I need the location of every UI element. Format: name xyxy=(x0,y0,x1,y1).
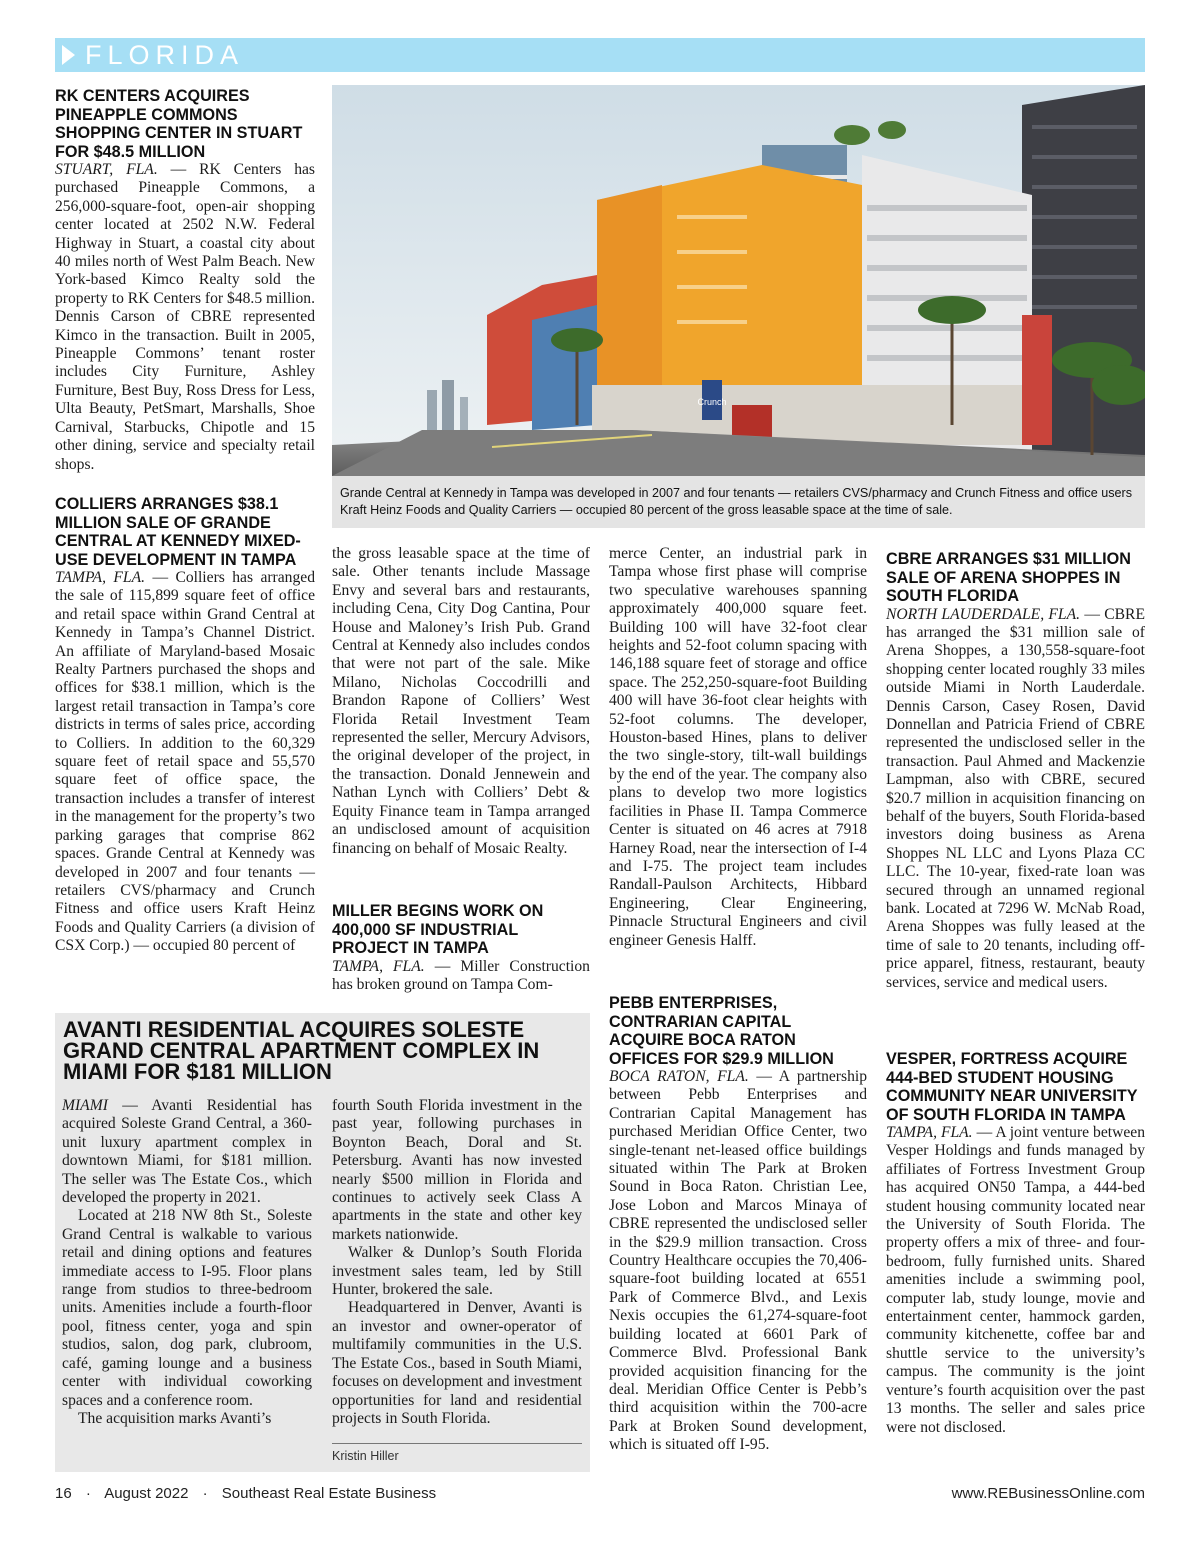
article-pebb xyxy=(609,994,867,1455)
article-headline: MILLER BEGINS WORK ON 400,000 SF INDUSTRIAL PROJECT IN TAMPA xyxy=(332,902,544,957)
article-rk-centers xyxy=(55,87,315,474)
footer-separator: · xyxy=(85,1485,91,1502)
article-body xyxy=(886,1124,1145,1437)
feature-column-1 xyxy=(62,1097,312,1428)
section-banner xyxy=(55,38,1145,72)
page-number: 16 xyxy=(55,1485,72,1502)
article-text: Located at 218 NW 8th St., Soleste Grand Central is walkable to various retail and dining options and features immediate access to I-95. Floor plans range from studios to three-bedroom units. Amenities include a fourth-floor pool, fitness center, yoga and spin studios, salon, dog park, clubroom, café, gaming lounge and a business center with individual coworking spaces and a conference room. xyxy=(62,1207,312,1409)
article-headline: CBRE ARRANGES $31 MILLION SALE OF ARENA SHOPPES IN SOUTH FLORIDA xyxy=(886,550,1131,605)
article-text: — A partnership between Pebb Enterprises and Contrarian Capital Management has purchased Meridian Office Center, two single-tenant net-leased office buildings situated within The Park at Broken Sound in Boca Raton. Christian Lee, Jose Lobon and Marcos Minaya of CBRE represented the undisclosed seller in the $29.9 million transaction. Cross Country Healthcare occupies the 70,406-square-foot building located at 6551 Park of Commerce Blvd., and Lexis Nexis occupies the 61,274-square-foot building located at 6601 Park of Commerce Blvd. Professional Bank provided acquisition financing for the deal. Meridian Office Center is Pebb’s third acquisition within the 700-acre Park at Broken Sound development, which is situated off I-95. xyxy=(609,1068,867,1454)
article-text: — RK Centers has purchased Pineapple Commons, a 256,000-square-foot, open-air shopping center located at 2502 N.W. Federal Highway in Stuart, a coastal city about 40 miles north of West Palm Beach. New York-based Kimco Realty sold the property to RK Centers for $48.5 million. Dennis Carson of CBRE represented Kimco in the transaction. Built in 2005, Pineapple Commons’ tenant roster includes City Furniture, Ashley Furniture, Best Buy, Ross Dress for Less, Ulta Beauty, PetSmart, Marshalls, Shoe Carnival, Starbucks, Chipotle and 15 other dining, service and specialty retail shops. xyxy=(55,161,315,473)
article-headline: VESPER, FORTRESS ACQUIRE 444-BED STUDENT HOUSING COMMUNITY NEAR UNIVERSITY OF SOUTH FLORIDA IN TAMPA xyxy=(886,1050,1138,1124)
article-body xyxy=(55,161,315,474)
article-text: Headquartered in Denver, Avanti is an investor and owner-operator of multifamily communities in the U.S. The Estate Cos., based in South Miami, focuses on development and investment opportunities for land and residential projects in South Florida. xyxy=(332,1299,582,1427)
article-colliers xyxy=(55,495,315,956)
article-text: — Colliers has arranged the sale of 115,899 square feet of office and retail space within Grand Central at Kennedy in Tampa’s Channel District. An affiliate of Maryland-based Mosaic Realty Partners purchased the shops and offices for $38.1 million, which is the largest retail transaction in Tampa’s core districts in terms of sales price, according to Colliers. In addition to the 60,329 square feet of retail space and 55,570 square feet of office space, the transaction includes a transfer of interest in the management for the property’s two parking garages that comprise 862 spaces. Grande Central at Kennedy was developed in 2007 and four tenants — retailers CVS/pharmacy and Crunch Fitness and office users Kraft Heinz Foods and Quality Carriers (a division of CSX Corp.) — occupied 80 percent of xyxy=(55,569,315,955)
photo-caption: Grande Central at Kennedy in Tampa was developed in 2007 and four tenants — retailers CVS/pharmacy and Crunch Fitness and office users Kraft Heinz Foods and Quality Carriers — occupied 80 percent of the gross leasable space at the time of sale. xyxy=(340,486,1132,517)
article-body xyxy=(55,569,315,956)
publication-name: Southeast Real Estate Business xyxy=(221,1485,437,1502)
article-text: fourth South Florida investment in the past year, following purchases in Boynton Beach, Doral and St. Petersburg. Avanti has now invested nearly $500 million in Florida and continues to actively seek Class A apartments in the state and other key markets nationwide. xyxy=(332,1097,582,1243)
article-text: Walker & Dunlop’s South Florida investment sales team, led by Still Hunter, brokered the sale. xyxy=(332,1244,582,1299)
article-vesper xyxy=(886,1050,1145,1437)
article-text: the gross leasable space at the time of sale. Other tenants include Massage Envy and several bars and restaurants, including Cena, City Dog Cantina, Pour House and Maloney’s Irish Pub. Grand Central at Kennedy also includes condos that were not part of the sale. Mike Milano, Nicholas Coccodrilli and Brandon Rapone of Colliers’ West Florida Retail Investment Team represented the seller, Mercury Advisors, the original developer of the project, in the transaction. Donald Jennewein and Nathan Lynch with Colliers’ Debt & Equity Finance team in Tampa arranged an undisclosed amount of acquisition financing on behalf of Mosaic Realty. xyxy=(332,545,590,857)
photo-caption-box xyxy=(332,476,1145,528)
article-cbre xyxy=(886,550,1145,992)
article-body xyxy=(609,1068,867,1455)
footer-separator: · xyxy=(202,1485,208,1502)
dateline: BOCA RATON, FLA. xyxy=(609,1068,749,1085)
issue-date: August 2022 xyxy=(104,1485,189,1502)
article-miller-continued xyxy=(609,545,867,950)
article-text: — Avanti Residential has acquired Soleste Grand Central, a 360-unit luxury apartment complex in downtown Miami, for $181 million. The seller was The Estate Cos., which developed the property in 2021. xyxy=(62,1097,313,1207)
author-credit: Kristin Hiller xyxy=(332,1449,399,1463)
article-headline: COLLIERS ARRANGES $38.1 MILLION SALE OF GRANDE CENTRAL AT KENNEDY MIXED-USE DEVELOPMENT IN TAMPA xyxy=(55,495,301,569)
dateline: STUART, FLA. xyxy=(55,161,158,178)
feature-headline: AVANTI RESIDENTIAL ACQUIRES SOLESTE GRAND CENTRAL APARTMENT COMPLEX IN MIAMI FOR $181 MILLION xyxy=(63,1017,540,1084)
dateline: MIAMI xyxy=(62,1097,108,1114)
feature-column-2 xyxy=(332,1097,582,1428)
sign-text: Crunch xyxy=(697,397,727,407)
dateline: TAMPA, FLA. xyxy=(55,569,146,586)
article-text: merce Center, an industrial park in Tampa whose first phase will comprise two speculative warehouses spanning approximately 400,000 square feet. Building 100 will have 32-foot clear heights and 52-foot column spacing with 146,188 square feet of storage and office space. The 252,250-square-foot Building 400 will have 36-foot clear heights with 52-foot columns. The developer, Houston-based Hines, plans to deliver the two single-story, tilt-wall buildings by the end of the year. The company also plans to develop two more logistics facilities in Phase II. Tampa Commerce Center is situated on 46 acres at 7918 Harney Road, near the intersection of I-4 and I-75. The project team includes Randall-Paulson Architects, Hibbard Engineering, Clear Engineering, Pinnacle Structural Engineers and civil engineer Genesis Halff. xyxy=(609,545,867,949)
footer-left xyxy=(55,1485,436,1502)
dateline: NORTH LAUDERDALE, FLA. xyxy=(886,605,1081,623)
article-body xyxy=(886,606,1145,993)
article-text: — CBRE has arranged the $31 million sale of Arena Shoppes, a 130,558-square-foot shopping center located roughly 33 miles outside Miami in North Lauderdale. Dennis Carson, Casey Rosen, David Donnellan and Patricia Friend of CBRE represented the undisclosed seller in the transaction. Paul Ahmed and Mackenzie Lampman, also with CBRE, secured $20.7 million in acquisition financing on behalf of the buyers, South Florida-based investors doing business as Arena Shoppes NL LLC and Lyons Plaza CC LLC. The 10-year, fixed-rate loan was secured through an unnamed regional bank. Located at 7296 W. McNab Road, Arena Shoppes was fully leased at the time of sale to 20 tenants, including off-price apparel, fitness, restaurant, beauty services, service and medical users. xyxy=(886,605,1145,991)
article-colliers-continued xyxy=(332,545,590,858)
article-headline: PEBB ENTERPRISES, CONTRARIAN CAPITAL ACQUIRE BOCA RATON OFFICES FOR $29.9 MILLION xyxy=(609,994,834,1068)
article-text: — Miller Construction has broken ground on Tampa Com- xyxy=(332,957,590,993)
website-link[interactable]: www.REBusinessOnline.com xyxy=(951,1485,1145,1502)
article-text: The acquisition marks Avanti’s xyxy=(78,1409,272,1427)
article-body xyxy=(332,958,590,995)
building-photo xyxy=(332,85,1145,476)
triangle-arrow-icon xyxy=(62,45,75,65)
dateline: TAMPA, FLA. xyxy=(886,1124,973,1141)
article-miller xyxy=(332,902,590,994)
credit-divider xyxy=(332,1443,582,1444)
article-headline: RK CENTERS ACQUIRES PINEAPPLE COMMONS SHOPPING CENTER IN STUART FOR $48.5 MILLION xyxy=(55,87,303,161)
article-text: — A joint venture between Vesper Holdings and funds managed by affiliates of Fortress Investment Group has acquired ON50 Tampa, a 444-bed student housing community located near the University of South Florida. The property offers a mix of three- and four-bedroom, fully furnished units. Shared amenities include a swimming pool, computer lab, study lounge, movie and entertainment center, hammock garden, community kitchenette, coffee bar and shuttle service to the university’s campus. The community is the joint venture’s fourth acquisition over the past 13 months. The seller and sales price were not disclosed. xyxy=(886,1124,1145,1436)
section-title: FLORIDA xyxy=(85,40,245,70)
dateline: TAMPA, FLA. xyxy=(332,957,425,975)
